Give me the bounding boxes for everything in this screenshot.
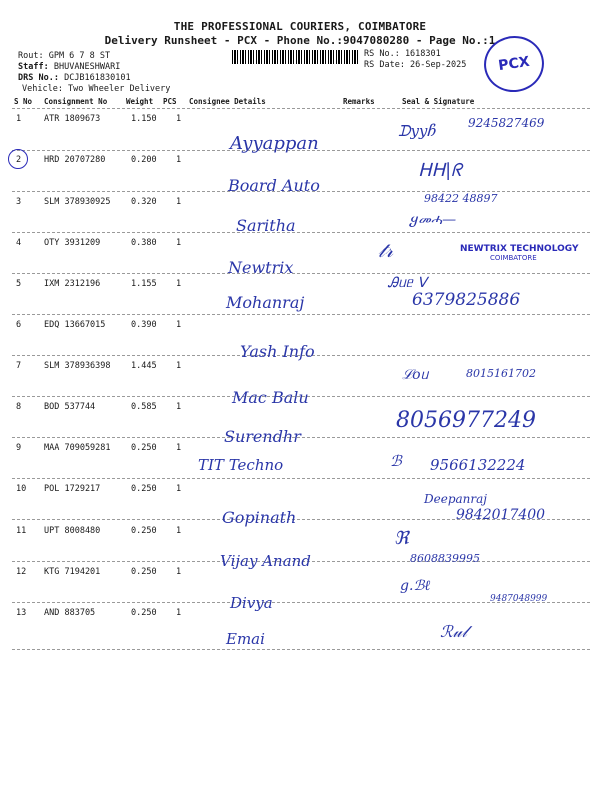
drs-number: DCJB161830101	[64, 73, 131, 83]
signature: 𝑔.ℬℓ	[400, 578, 431, 594]
handwritten-consignee: Gopinath	[222, 508, 297, 527]
row-consignment: ATR 1809673	[44, 114, 101, 124]
row-weight: 0.585	[131, 402, 157, 412]
vehicle-label: Vehicle: Two Wheeler Delivery	[22, 84, 171, 94]
signature-phone: 9245827469	[468, 116, 545, 130]
signature-phone: 9487048999	[490, 594, 548, 604]
row-consignment: OTY 3931209	[44, 238, 101, 248]
drs-line	[18, 73, 131, 83]
handwritten-consignee: TIT Techno	[198, 456, 284, 474]
row-consignment: MAA 709059281	[44, 443, 111, 453]
row-sno: 11	[16, 526, 27, 536]
handwritten-note: Deepanraj	[424, 492, 487, 506]
row-sno: 10	[16, 484, 27, 494]
row-weight: 1.150	[131, 114, 157, 124]
signature-phone: 9842017400	[456, 507, 546, 523]
row-consignment: AND 883705	[44, 608, 96, 618]
handwritten-consignee: Board Auto	[228, 176, 320, 195]
row-pcs: 1	[176, 526, 182, 536]
row-consignment: BOD 537744	[44, 402, 96, 412]
row-sno: 8	[16, 402, 22, 412]
row-weight: 0.200	[131, 155, 157, 165]
row-divider	[12, 649, 590, 650]
row-pcs: 1	[176, 443, 182, 453]
signature-phone: 98422 48897	[424, 192, 498, 205]
handwritten-consignee: Ayyappan	[230, 133, 319, 154]
handwritten-consignee: Vijay Anand	[220, 552, 311, 570]
company-name: THE PROFESSIONAL COURIERS, COIMBATORE	[173, 20, 427, 33]
handwritten-consignee: Divya	[230, 594, 273, 612]
signature: ᕼᕼ|ᖇ	[418, 160, 462, 181]
stamp-company-name: NEWTRIX TECHNOLOGY	[460, 244, 579, 254]
stamp-city: COIMBATORE	[490, 254, 537, 262]
row-weight: 0.390	[131, 320, 157, 330]
handwritten-consignee: Surendhr	[224, 427, 301, 446]
row-pcs: 1	[176, 484, 182, 494]
company-stamp	[460, 244, 578, 262]
table-row	[0, 608, 600, 649]
staff-line	[18, 62, 120, 72]
handwritten-consignee: Mac Balu	[232, 388, 309, 407]
drs-label: DRS No.:	[18, 73, 59, 83]
col-pcs: PCS	[163, 97, 177, 106]
signature-phone: 8608839995	[410, 552, 480, 565]
header-divider	[12, 108, 590, 109]
signature: ℒ𝑜ᥙ	[402, 367, 429, 383]
row-consignment: SLM 378936398	[44, 361, 111, 371]
row-weight: 0.380	[131, 238, 157, 248]
row-sno: 13	[16, 608, 27, 618]
row-pcs: 1	[176, 238, 182, 248]
row-sno: 2	[16, 155, 22, 165]
row-weight: 0.250	[131, 608, 157, 618]
row-pcs: 1	[176, 402, 182, 412]
handwritten-consignee: Mohanraj	[226, 293, 305, 312]
rs-date: RS Date: 26-Sep-2025	[364, 60, 467, 70]
row-weight: 0.320	[131, 197, 157, 207]
row-consignment: EDQ 13667015	[44, 320, 106, 330]
staff-name: BHUVANESHWARI	[53, 62, 121, 72]
signature: ᗪyyჩ	[398, 122, 437, 140]
handwritten-consignee-extra: Emai	[226, 630, 265, 648]
row-divider	[12, 232, 590, 233]
row-consignment: HRD 20707280	[44, 155, 106, 165]
signature-phone: 8015161702	[466, 367, 536, 380]
row-pcs: 1	[176, 155, 182, 165]
row-pcs: 1	[176, 114, 182, 124]
row-pcs: 1	[176, 608, 182, 618]
handwritten-consignee: Yash Info	[240, 342, 315, 361]
row-divider	[12, 273, 590, 274]
signature-phone: 6379825886	[412, 290, 521, 310]
signature-phone: 9566132224	[430, 456, 526, 474]
row-divider	[12, 437, 590, 438]
signature: ℛ𝓊𝓁	[440, 622, 468, 641]
row-pcs: 1	[176, 320, 182, 330]
row-divider	[12, 478, 590, 479]
signature: ყመሓ—	[410, 212, 457, 228]
row-sno: 12	[16, 567, 27, 577]
row-consignment: POL 1729217	[44, 484, 101, 494]
row-consignment: IXM 2312196	[44, 279, 101, 289]
signature: ℜ	[394, 528, 409, 549]
row-sno: 1	[16, 114, 22, 124]
barcode	[232, 50, 360, 64]
pcx-stamp-text: PCX	[497, 53, 531, 75]
row-weight: 1.155	[131, 279, 157, 289]
col-consignment: Consignment No	[44, 97, 108, 106]
row-sno: 9	[16, 443, 22, 453]
row-sno: 3	[16, 197, 22, 207]
signature: 𝓉𝓇	[378, 238, 394, 262]
signature: ℬ	[390, 452, 402, 470]
col-sno: S No	[14, 97, 33, 106]
row-divider	[12, 314, 590, 315]
row-weight: 0.250	[131, 526, 157, 536]
row-sno: 5	[16, 279, 22, 289]
handwritten-consignee: Newtrix	[228, 258, 294, 277]
col-consignee: Consignee Details	[189, 97, 266, 106]
col-weight: Weight	[126, 97, 154, 106]
col-seal: Seal & Signature	[402, 97, 475, 106]
runsheet-title: Delivery Runsheet - PCX - Phone No.:9047080280 - Page No.:1	[104, 34, 496, 47]
row-weight: 0.250	[131, 443, 157, 453]
row-weight: 1.445	[131, 361, 157, 371]
row-pcs: 1	[176, 361, 182, 371]
row-consignment: KTG 7194201	[44, 567, 101, 577]
row-consignment: UPT 8008480	[44, 526, 101, 536]
staff-label: Staff:	[18, 62, 49, 72]
rs-number: RS No.: 1618301	[364, 49, 441, 59]
handwritten-consignee: Saritha	[236, 216, 296, 235]
row-weight: 0.250	[131, 484, 157, 494]
signature-phone: 8056977249	[396, 408, 536, 433]
row-consignment: SLM 378930925	[44, 197, 111, 207]
col-remarks: Remarks	[343, 97, 375, 106]
row-sno: 7	[16, 361, 22, 371]
row-pcs: 1	[176, 567, 182, 577]
row-sno: 6	[16, 320, 22, 330]
route-label: Rout: GPM 6 7 8 ST	[18, 51, 111, 61]
signature: Ꭿᥙᥱ ᐯ	[388, 275, 427, 291]
row-sno: 4	[16, 238, 22, 248]
row-weight: 0.250	[131, 567, 157, 577]
row-pcs: 1	[176, 197, 182, 207]
row-pcs: 1	[176, 279, 182, 289]
